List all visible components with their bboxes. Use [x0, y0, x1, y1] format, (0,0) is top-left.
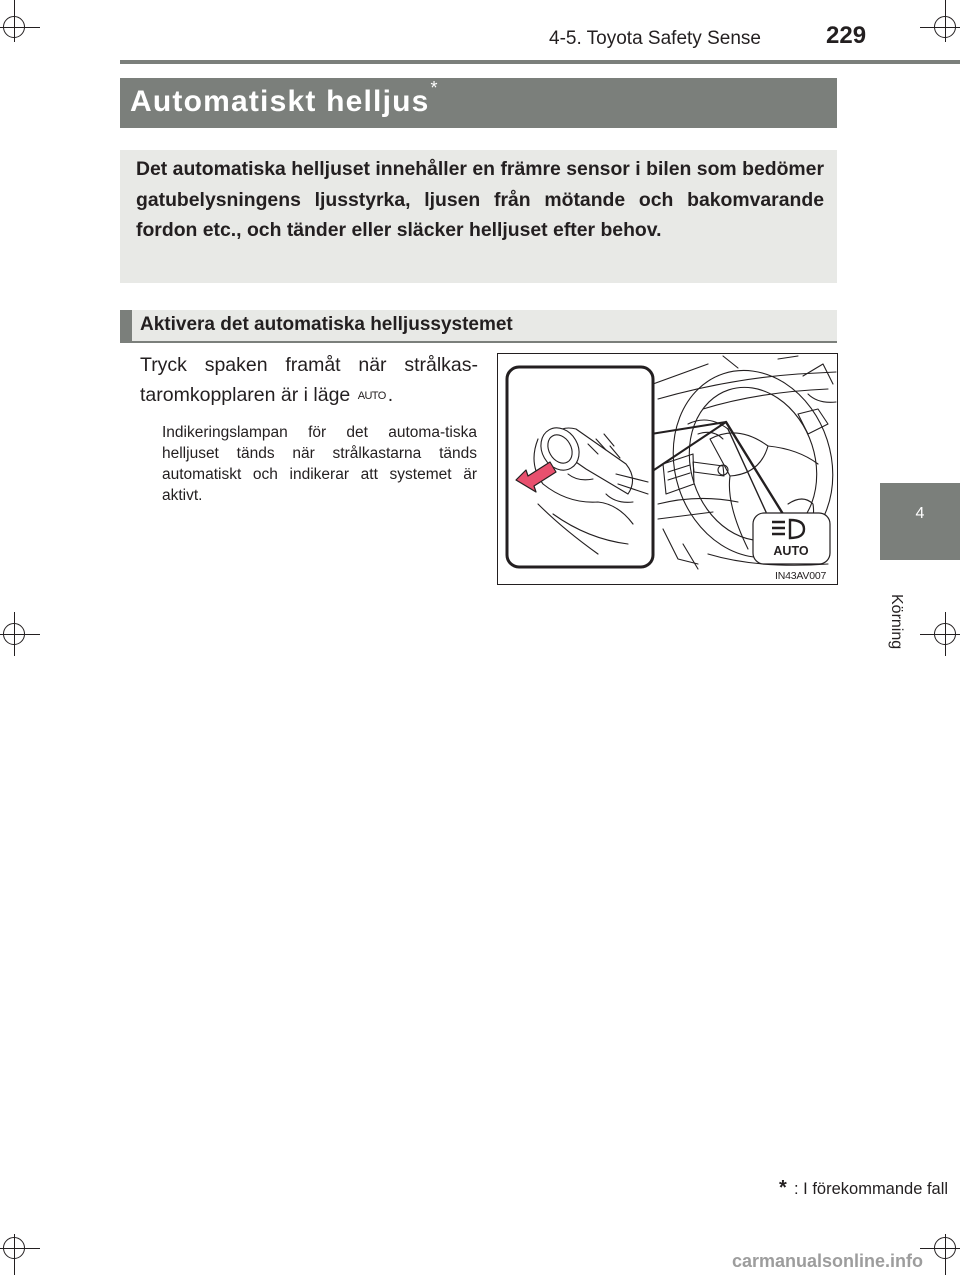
instruction-text: [140, 350, 478, 411]
chapter-tab-number: 4: [915, 505, 925, 522]
page-title: [130, 78, 439, 119]
illustration-svg: [498, 354, 838, 585]
instruction-line-2: taromkopplaren är i läge: [140, 384, 351, 406]
auto-symbol: AUTO: [357, 390, 386, 402]
footnote-marker: *: [779, 1177, 787, 1199]
page-number: 229: [826, 22, 867, 49]
footnote-text: : I förekommande fall: [794, 1180, 949, 1198]
chapter-tab-label-text: Körning: [888, 594, 905, 650]
instruction-end: .: [387, 384, 394, 406]
indicator-note: Indikeringslampan för det automa-tiska helljuset tänds när strålkastarna tänds automatiskt och indikerar att systemet är aktivt.: [162, 424, 477, 504]
title-footnote-marker: *: [430, 78, 439, 98]
intro-text: Det automatiska helljuset innehåller en främre sensor i bilen som bedömer gatubelysningens ljusstyrka, ljusen från mötande och bakomvarande fordon etc., och tänder eller släcker helljuset efter behov.: [136, 158, 824, 241]
figure-code: IN43AV007: [775, 570, 827, 582]
chapter-tab-label: [874, 594, 914, 650]
section-label: 4-5. Toyota Safety Sense: [549, 28, 761, 49]
subsection-accent: [120, 310, 132, 343]
indicator-auto-label: AUTO: [773, 544, 809, 558]
subsection-title: Aktivera det automatiska helljussystemet: [140, 314, 513, 335]
watermark: carmanualsonline.info: [732, 1251, 924, 1271]
page-title-text: Automatiskt helljus: [130, 85, 430, 118]
header-rule: [120, 60, 960, 64]
headlight-switch-illustration: [497, 353, 838, 585]
instruction-line-1: Tryck spaken framåt när strålkas-: [140, 354, 478, 376]
